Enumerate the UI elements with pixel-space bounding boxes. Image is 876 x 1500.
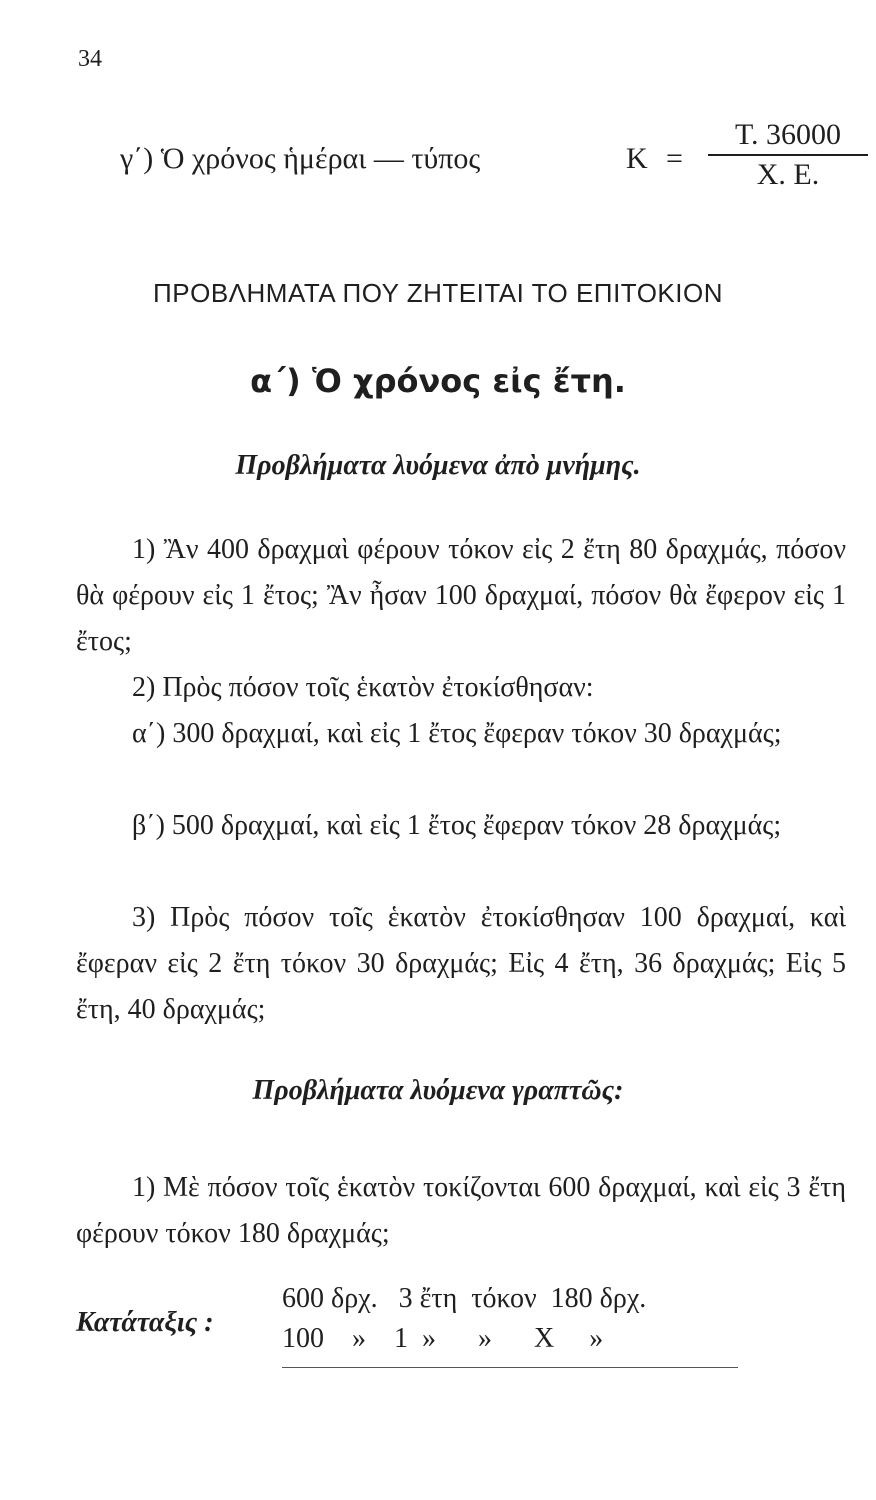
formula-denominator: Χ. Ε. xyxy=(756,158,820,191)
problem-2b: β΄) 500 δραχμαί, καὶ εἰς 1 ἔτος ἔφεραν τόκον 28 δραχμάς; xyxy=(132,810,782,841)
page-number: 34 xyxy=(78,46,102,72)
setup-row: 600 δρχ. 3 ἔτη τόκον 180 δρχ. xyxy=(282,1283,647,1314)
formula-equals: = xyxy=(666,142,683,175)
chapter-heading: ΠΡΟΒΛΗΜΑΤΑ ΠΟΥ ΖΗΤΕΙΤΑΙ ΤΟ ΕΠΙΤΟΚΙΟΝ xyxy=(152,278,724,308)
problem-setup xyxy=(76,1283,856,1393)
setup-rule xyxy=(282,1367,738,1368)
written-problem-1: 1) Μὲ πόσον τοῖς ἑκατὸν τοκίζονται 600 δραχμαί, καὶ εἰς 3 ἔτη φέρουν τόκον 180 δραχμάς; xyxy=(76,1172,846,1249)
subheading: α΄) Ὁ χρόνος εἰς ἔτη. xyxy=(250,362,626,400)
problem-1: 1) Ἂν 400 δραχμαὶ φέρουν τόκον εἰς 2 ἔτη 80 δραχμάς, πόσον θὰ φέρουν εἰς 1 ἔτος; Ἂν ἦσαν 100 δραχμαί, πόσον θὰ ἔφερον εἰς 1 ἔτος; xyxy=(76,534,846,657)
formula-label: γ΄) Ὁ χρόνος ἡμέραι — τύπος xyxy=(120,142,481,175)
section-title-written: Προβλήματα λυόμενα γραπτῶς: xyxy=(252,1075,624,1106)
problem-3: 3) Πρὸς πόσον τοῖς ἑκατὸν ἐτοκίσθησαν 100 δραχμαί, καὶ ἔφεραν εἰς 2 ἔτη τόκον 30 δραχμάς; Εἰς 4 ἔτη, 36 δραχμάς; Εἰς 5 ἔτη, 40 δραχμάς; xyxy=(76,902,846,1025)
problem-2a: α΄) 300 δραχμαί, καὶ εἰς 1 ἔτος ἔφεραν τόκον 30 δραχμάς; xyxy=(132,718,782,749)
problem-2: 2) Πρὸς πόσον τοῖς ἑκατὸν ἐτοκίσθησαν: xyxy=(132,672,594,703)
setup-row: 100 » 1 » » Χ » xyxy=(282,1323,604,1354)
section-title-memory: Προβλήματα λυόμενα ἀπὸ μνήμης. xyxy=(235,450,641,481)
formula-fraction xyxy=(708,118,868,192)
setup-label: Κατάταξις : xyxy=(76,1307,214,1338)
formula-numerator: Τ. 36000 xyxy=(708,118,868,156)
formula-lhs: Κ xyxy=(626,142,648,175)
interest-formula xyxy=(120,118,860,208)
